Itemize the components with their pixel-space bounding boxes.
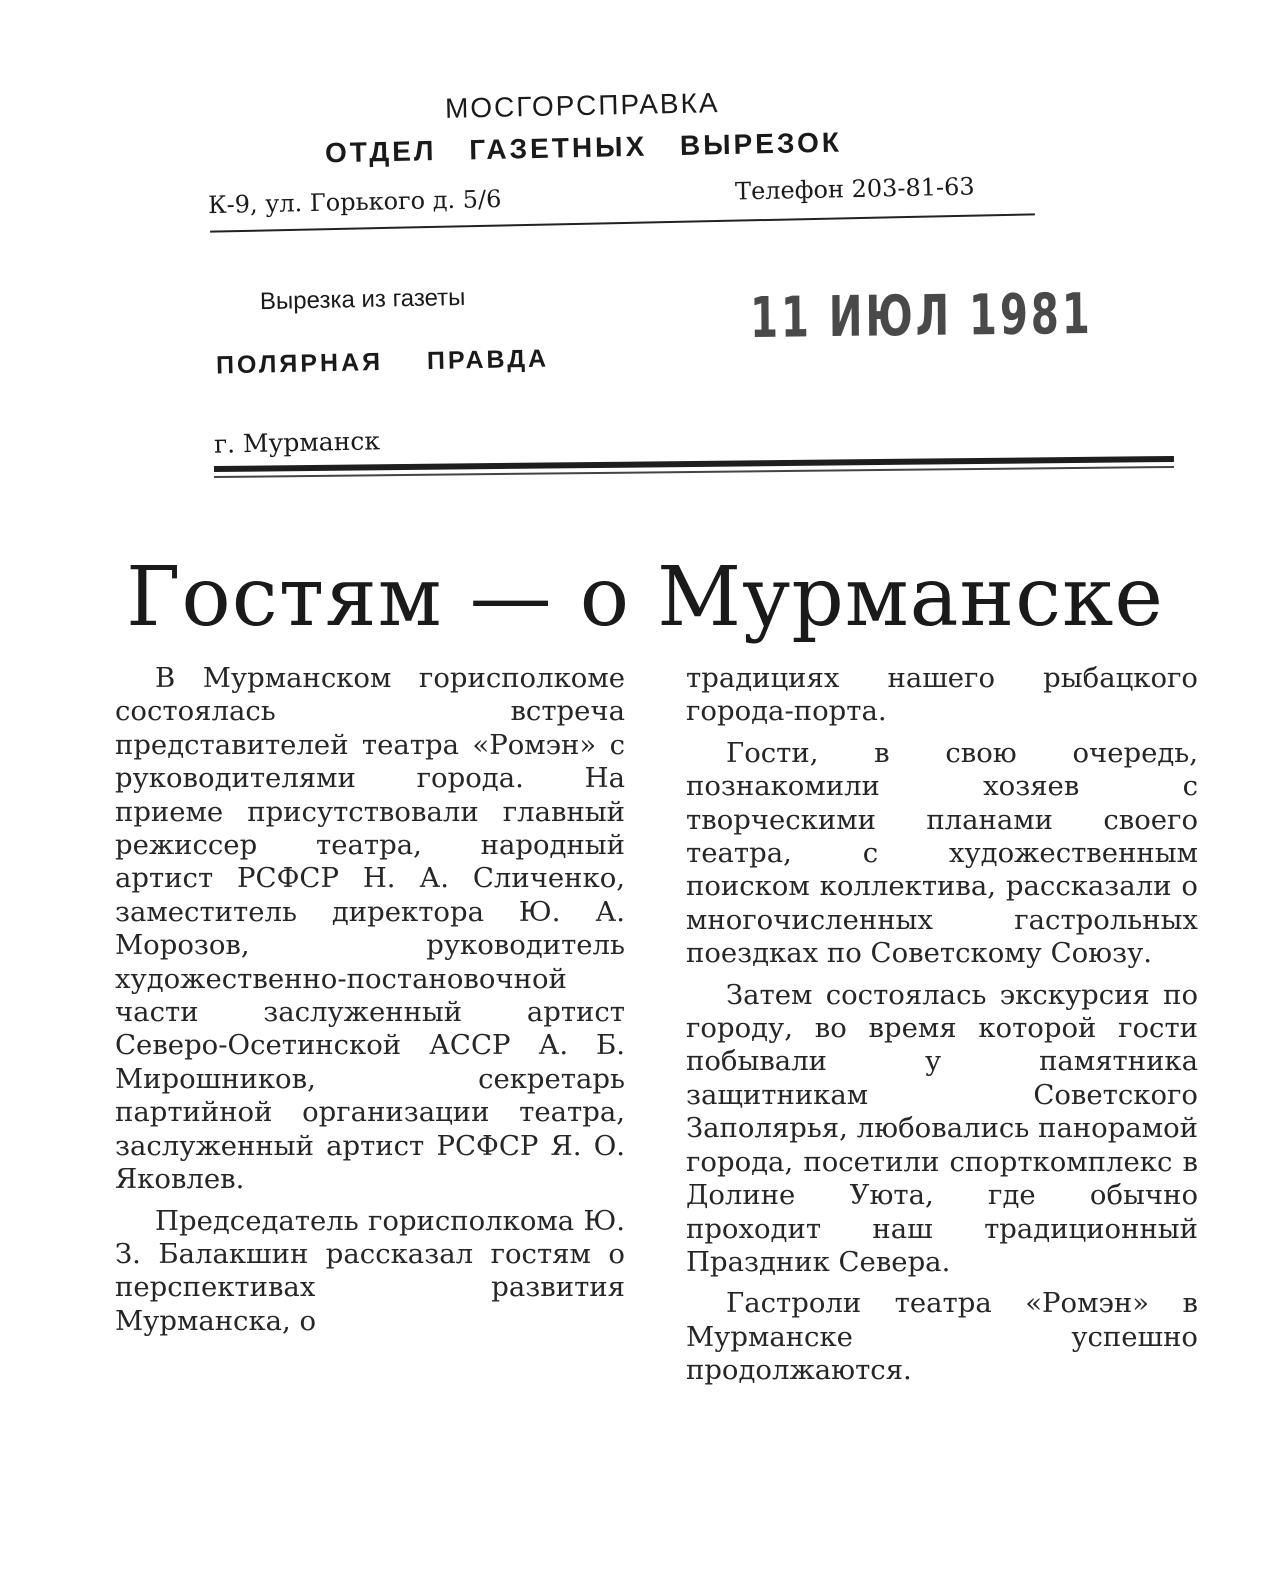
article-paragraph: Председатель горисполкома Ю. З. Балакшин рассказал гостям о перспективах развития Мурманска, о xyxy=(115,1204,625,1337)
stamp-organization: МОСГОРСПРАВКА xyxy=(444,87,720,124)
article-paragraph: В Мурманском горисполкоме состоялась встреча представителей театра «Ромэн» с руководителями города. На приеме присутствовали главный режиссер театра, народный артист РСФСР Н. А. Сличенко, заместитель директора Ю. А. Морозов, руководитель художественно-постановочной части заслуженный артист Северо-Осетинской АССР А. Б. Мирошников, секретарь партийной организации театра, заслуженный артист РСФСР Я. О. Яковлев. xyxy=(115,662,625,1196)
date-stamp: 11 ИЮЛ 1981 xyxy=(749,281,1093,351)
source-divider xyxy=(214,456,1174,472)
article-paragraph: Затем состоялась экскурсия по городу, во время которой гости побывали у памятника защитникам Советского Заполярья, любовались панорамой города, посетили спорткомплекс в Долине Уюта, где обычно проходит наш традиционный Праздник Севера. xyxy=(686,978,1198,1278)
source-block xyxy=(210,278,1190,498)
stamp-address: К-9, ул. Горького д. 5/6 xyxy=(207,184,502,220)
source-label: Вырезка из газеты xyxy=(259,283,466,316)
article-column-right xyxy=(686,662,1198,1388)
stamp-department: ОТДЕЛ ГАЗЕТНЫХ ВЫРЕЗОК xyxy=(324,126,843,169)
article-column-left xyxy=(115,662,625,1338)
source-city: г. Мурманск xyxy=(213,426,381,459)
agency-stamp xyxy=(200,80,1040,240)
article-paragraph: традициях нашего рыбацкого города-порта. xyxy=(686,662,1198,728)
article-headline: Гостям — о Мурманске xyxy=(126,550,1164,645)
newspaper-name: ПОЛЯРНАЯ ПРАВДА xyxy=(215,344,550,380)
stamp-phone: Телефон 203-81-63 xyxy=(734,172,975,206)
article-paragraph: Гастроли театра «Ромэн» в Мурманске успешно продолжаются. xyxy=(686,1287,1198,1387)
article-paragraph: Гости, в свою очередь, познакомили хозяев с творческими планами своего театра, с художественным поиском коллектива, рассказали о многочисленных гастрольных поездках по Советскому Союзу. xyxy=(686,736,1198,970)
